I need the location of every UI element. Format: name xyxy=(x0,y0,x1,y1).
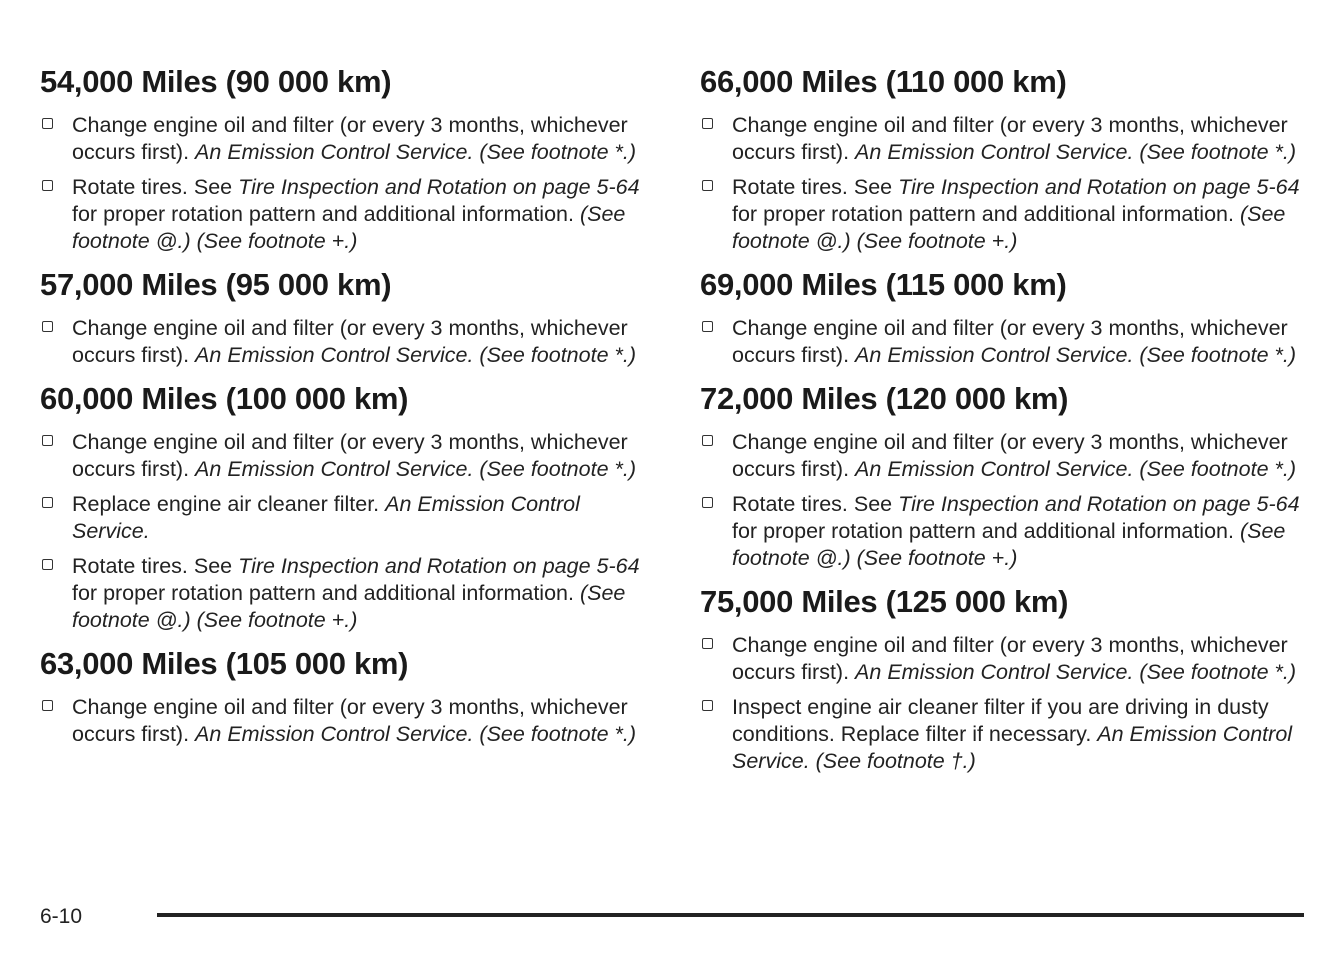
item-text: for proper rotation pattern and additional information. xyxy=(72,581,580,605)
page-number: 6-10 xyxy=(40,905,83,928)
italic-text: (See footnote @.) (See footnote +.) xyxy=(732,519,1286,570)
maintenance-section xyxy=(40,265,655,369)
item-text: Rotate tires. See xyxy=(732,175,899,199)
maintenance-section xyxy=(40,379,655,634)
checkbox-icon[interactable] xyxy=(702,700,713,711)
checkbox-icon[interactable] xyxy=(42,180,53,191)
section-heading: 75,000 Miles (125 000 km) xyxy=(700,584,1069,619)
maintenance-section xyxy=(700,582,1315,775)
footer-rule xyxy=(157,913,1304,917)
italic-text: An Emission Control Service. (See footnote *.) xyxy=(195,140,636,164)
item-text: for proper rotation pattern and additional information. xyxy=(72,202,580,226)
italic-text: Tire Inspection and Rotation on page 5-64 xyxy=(238,554,640,578)
italic-text: An Emission Control Service. (See footnote *.) xyxy=(855,140,1296,164)
item-text: Change engine oil and filter (or every 3 months, whichever occurs first). xyxy=(732,430,1288,481)
italic-text: Tire Inspection and Rotation on page 5-64 xyxy=(898,175,1300,199)
right-column xyxy=(700,62,1315,785)
checklist-item xyxy=(40,112,655,166)
italic-text: Tire Inspection and Rotation on page 5-64 xyxy=(238,175,640,199)
italic-text: (See footnote @.) (See footnote +.) xyxy=(72,581,626,632)
item-text: Change engine oil and filter (or every 3 months, whichever occurs first). xyxy=(732,113,1288,164)
maintenance-section xyxy=(700,62,1315,255)
item-text: Replace engine air cleaner filter. xyxy=(72,492,386,516)
item-text: Rotate tires. See xyxy=(732,492,899,516)
maintenance-section xyxy=(700,379,1315,572)
italic-text: An Emission Control Service. (See footnote *.) xyxy=(855,343,1296,367)
section-heading: 72,000 Miles (120 000 km) xyxy=(700,381,1069,416)
checkbox-icon[interactable] xyxy=(42,321,53,332)
left-column xyxy=(40,62,655,758)
italic-text: An Emission Control Service. (See footnote *.) xyxy=(855,660,1296,684)
checklist-item xyxy=(700,694,1315,775)
italic-text: (See footnote @.) (See footnote +.) xyxy=(72,202,626,253)
italic-text: An Emission Control Service. (See footnote *.) xyxy=(855,457,1296,481)
item-text: Change engine oil and filter (or every 3 months, whichever occurs first). xyxy=(72,113,628,164)
maintenance-section xyxy=(40,644,655,748)
italic-text: An Emission Control Service. xyxy=(72,492,580,543)
checkbox-icon[interactable] xyxy=(702,435,713,446)
checklist-item xyxy=(700,429,1315,483)
checkbox-icon[interactable] xyxy=(42,118,53,129)
checkbox-icon[interactable] xyxy=(702,321,713,332)
item-text: Change engine oil and filter (or every 3 months, whichever occurs first). xyxy=(72,430,628,481)
checkbox-icon[interactable] xyxy=(42,435,53,446)
checklist-item xyxy=(700,112,1315,166)
italic-text: Tire Inspection and Rotation on page 5-64 xyxy=(898,492,1300,516)
checkbox-icon[interactable] xyxy=(702,497,713,508)
checklist-item xyxy=(40,491,655,545)
section-heading: 54,000 Miles (90 000 km) xyxy=(40,64,392,99)
italic-text: An Emission Control Service. (See footnote *.) xyxy=(195,343,636,367)
italic-text: An Emission Control Service. (See footnote *.) xyxy=(195,722,636,746)
item-text: for proper rotation pattern and additional information. xyxy=(732,519,1240,543)
checkbox-icon[interactable] xyxy=(702,638,713,649)
item-text: Change engine oil and filter (or every 3 months, whichever occurs first). xyxy=(72,316,628,367)
section-heading: 57,000 Miles (95 000 km) xyxy=(40,267,392,302)
maintenance-section xyxy=(700,265,1315,369)
section-heading: 66,000 Miles (110 000 km) xyxy=(700,64,1067,99)
maintenance-section xyxy=(40,62,655,255)
item-text: Change engine oil and filter (or every 3 months, whichever occurs first). xyxy=(72,695,628,746)
checklist-item xyxy=(700,315,1315,369)
item-text: Change engine oil and filter (or every 3 months, whichever occurs first). xyxy=(732,633,1288,684)
checklist-item xyxy=(40,429,655,483)
italic-text: (See footnote @.) (See footnote +.) xyxy=(732,202,1286,253)
item-text: Rotate tires. See xyxy=(72,175,239,199)
item-text: Rotate tires. See xyxy=(72,554,239,578)
item-text: for proper rotation pattern and additional information. xyxy=(732,202,1240,226)
checklist-item xyxy=(40,174,655,255)
checkbox-icon[interactable] xyxy=(42,497,53,508)
italic-text: An Emission Control Service. (See footnote †.) xyxy=(732,722,1293,773)
checkbox-icon[interactable] xyxy=(702,180,713,191)
checkbox-icon[interactable] xyxy=(702,118,713,129)
section-heading: 69,000 Miles (115 000 km) xyxy=(700,267,1067,302)
checklist-item xyxy=(40,315,655,369)
item-text: Inspect engine air cleaner filter if you are driving in dusty conditions. Replace filter if necessary. xyxy=(732,695,1269,746)
checkbox-icon[interactable] xyxy=(42,559,53,570)
checklist-item xyxy=(700,632,1315,686)
item-text: Change engine oil and filter (or every 3 months, whichever occurs first). xyxy=(732,316,1288,367)
checkbox-icon[interactable] xyxy=(42,700,53,711)
section-heading: 63,000 Miles (105 000 km) xyxy=(40,646,409,681)
section-heading: 60,000 Miles (100 000 km) xyxy=(40,381,409,416)
checklist-item xyxy=(700,174,1315,255)
italic-text: An Emission Control Service. (See footnote *.) xyxy=(195,457,636,481)
checklist-item xyxy=(40,553,655,634)
checklist-item xyxy=(40,694,655,748)
checklist-item xyxy=(700,491,1315,572)
